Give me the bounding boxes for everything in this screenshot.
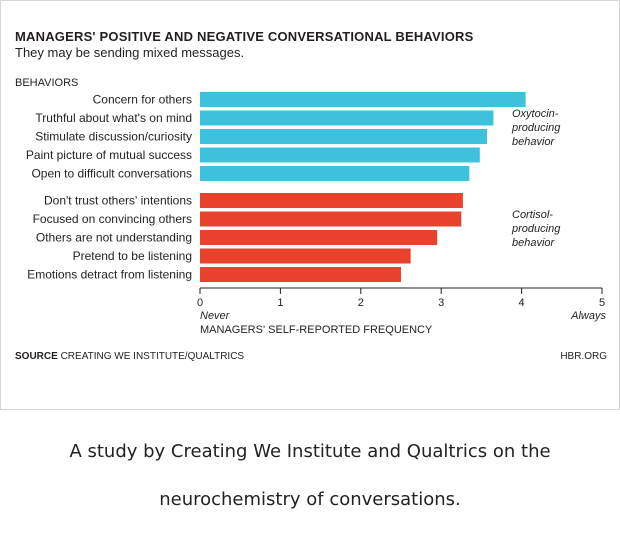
bar-cortisol-1: [200, 212, 461, 227]
x-tick-label: 3: [438, 297, 445, 309]
bar-oxytocin-2: [200, 129, 487, 144]
group-label-line: Cortisol-: [512, 209, 553, 221]
category-label: Open to difficult conversations: [31, 166, 192, 181]
source-line: [15, 351, 244, 362]
x-tick-label: 0: [196, 297, 204, 309]
x-min-label: Never: [200, 310, 230, 322]
source-label: SOURCE: [15, 351, 58, 362]
category-label: Don't trust others' intentions: [44, 193, 192, 208]
bar-oxytocin-3: [200, 148, 480, 163]
category-label: Paint picture of mutual success: [25, 148, 192, 162]
category-header: BEHAVIORS: [15, 77, 79, 89]
group-label-line: behavior: [512, 237, 555, 249]
chart-subtitle: They may be sending mixed messages.: [15, 45, 245, 60]
bar-cortisol-3: [200, 249, 411, 264]
x-axis-title: MANAGERS' SELF-REPORTED FREQUENCY: [200, 324, 433, 336]
group-label-line: Oxytocin-: [512, 108, 559, 120]
bar-oxytocin-0: [200, 92, 526, 107]
group-label-line: behavior: [512, 136, 555, 148]
x-tick-label: 2: [357, 297, 364, 309]
chart-title: MANAGERS' POSITIVE AND NEGATIVE CONVERSATIONAL BEHAVIORS: [15, 29, 474, 44]
category-label: Focused on convincing others: [32, 212, 192, 226]
x-tick-label: 1: [277, 297, 284, 309]
bar-oxytocin-1: [200, 111, 493, 126]
group-label-line: producing: [512, 122, 561, 134]
x-max-label: Always: [571, 310, 606, 322]
bar-cortisol-0: [200, 193, 463, 208]
x-tick-label: 5: [598, 297, 606, 309]
bar-chart: [1, 1, 619, 409]
group-label-line: producing: [512, 223, 561, 235]
bar-cortisol-4: [200, 267, 401, 282]
category-label: Pretend to be listening: [72, 249, 192, 263]
category-label: Stimulate discussion/curiosity: [35, 129, 192, 144]
publisher-label: HBR.ORG: [560, 351, 607, 362]
source-text: CREATING WE INSTITUTE/QUALTRICS: [60, 351, 245, 362]
x-tick-label: 4: [518, 297, 525, 309]
caption: A study by Creating We Institute and Qualtrics on the neurochemistry of conversations.: [69, 441, 551, 510]
category-label: Emotions detract from listening: [27, 267, 192, 282]
bar-cortisol-2: [200, 230, 437, 245]
bar-oxytocin-4: [200, 166, 469, 181]
category-label: Concern for others: [92, 92, 192, 107]
category-label: Others are not understanding: [35, 230, 192, 245]
category-label: Truthful about what's on mind: [35, 111, 192, 125]
